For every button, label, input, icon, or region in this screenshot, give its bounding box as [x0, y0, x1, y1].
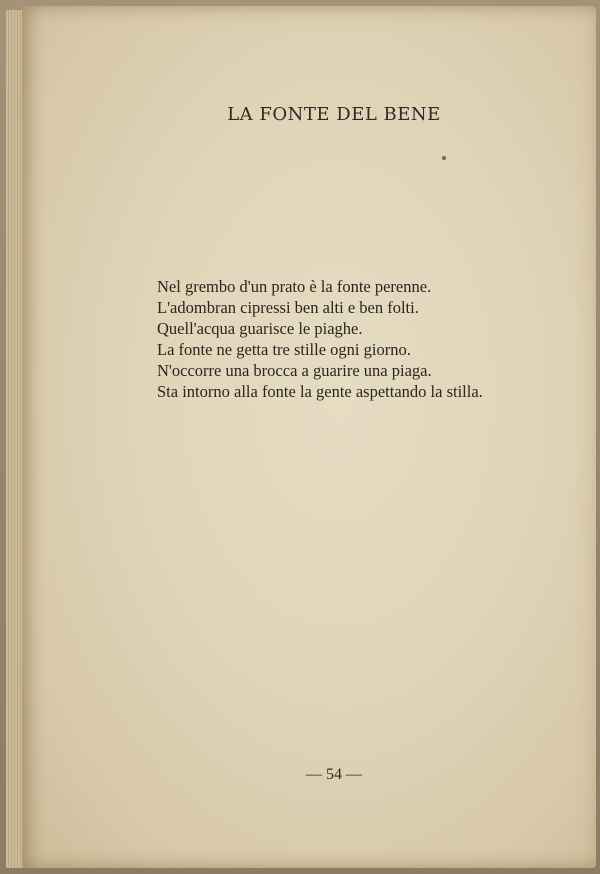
poem-line: Sta intorno alla fonte la gente aspettando la stilla. — [157, 382, 483, 401]
poem-line: Quell'acqua guarisce le piaghe. — [157, 319, 363, 338]
ink-speck — [442, 156, 446, 160]
poem-title: LA FONTE DEL BENE — [227, 104, 441, 125]
poem-line: La fonte ne getta tre stille ogni giorno. — [157, 340, 411, 359]
poem-line: Nel grembo d'un prato è la fonte perenne. — [157, 277, 432, 296]
poem-line: N'occorre una brocca a guarire una piaga. — [157, 361, 432, 380]
book-page — [22, 6, 596, 868]
poem-line: L'adombran cipressi ben alti e ben folti. — [157, 298, 419, 317]
page-number: — 54 — — [306, 766, 362, 783]
poem-body — [157, 276, 577, 402]
